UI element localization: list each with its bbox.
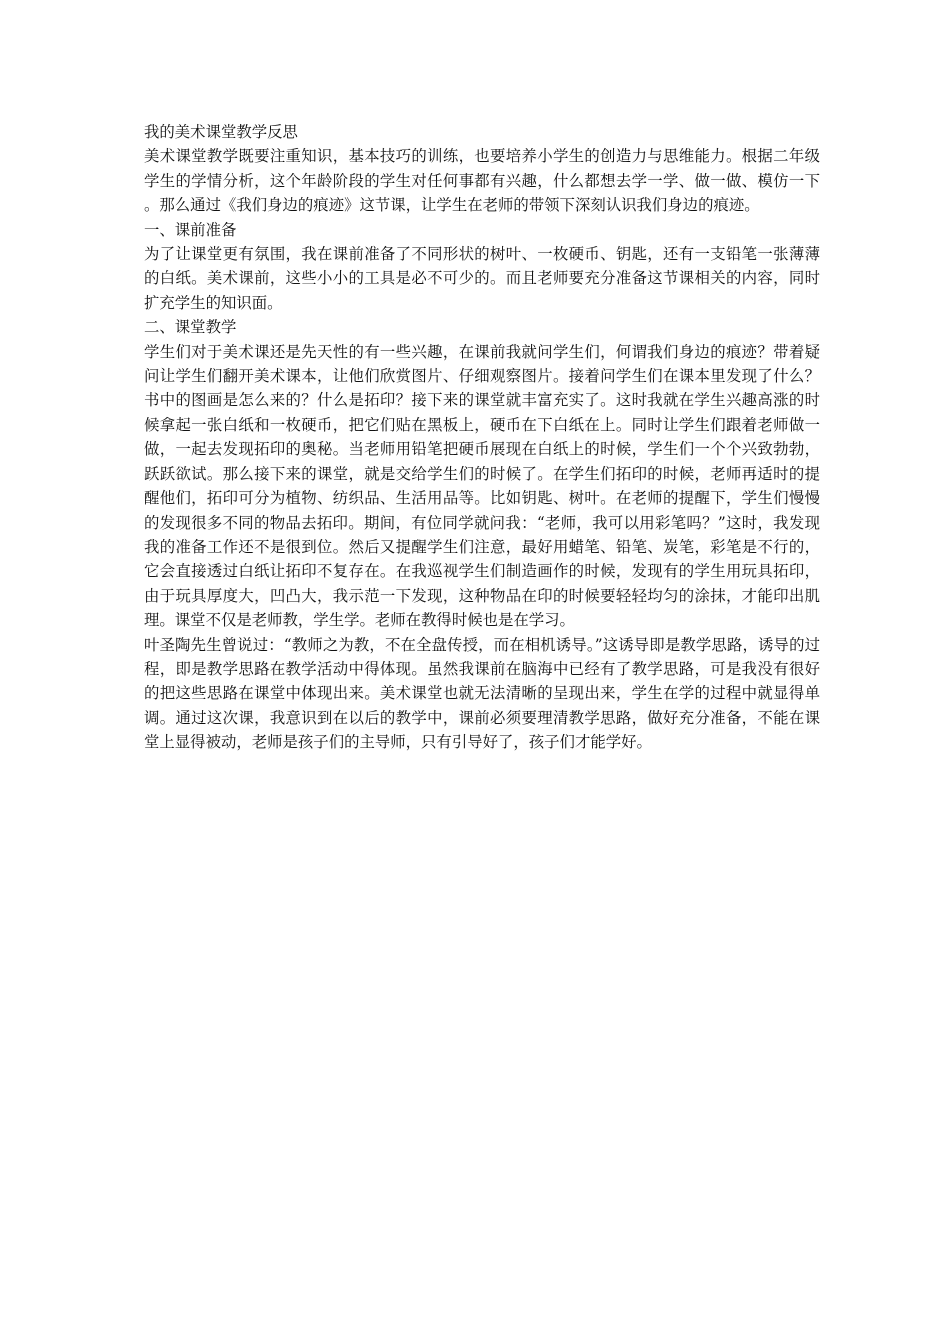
section-heading-teaching: 二、课堂教学 [144,318,237,337]
conclusion-paragraph: 叶圣陶先生曾说过：“教师之为教，不在全盘传授，而在相机诱导。”这诱导即是教学思路，诱导的过程，即是教学思路在教学活动中得体现。虽然我课前在脑海中已经有了教学思路，可是我没有很好的把这些思路在课堂中体现出来。美术课堂也就无法清晰的呈现出来，学生在学的过程中就显得单调。通过这次课，我意识到在以后的教学中，课前必须要理清教学思路，做好充分准备，不能在课堂上显得被动，老师是孩子们的主导师，只有引导好了，孩子们才能学好。 [144,635,820,752]
section-heading-preparation: 一、课前准备 [144,220,237,239]
document-page [144,120,820,755]
document-title: 我的美术课堂教学反思 [144,123,298,141]
section-body-preparation: 为了让课堂更有氛围，我在课前准备了不同形状的树叶、一枚硬币、钥匙，还有一支铅笔一张薄薄的白纸。美术课前，这些小小的工具是必不可少的。而且老师要充分准备这节课相关的内容，同时扩充学生的知识面。 [144,245,820,312]
intro-paragraph: 美术课堂教学既要注重知识，基本技巧的训练，也要培养小学生的创造力与思维能力。根据二年级学生的学情分析，这个年龄阶段的学生对任何事都有兴趣，什么都想去学一学、做一做、模仿一下。那么通过《我们身边的痕迹》这节课，让学生在老师的带领下深刻认识我们身边的痕迹。 [144,147,820,215]
section-body-teaching: 学生们对于美术课还是先天性的有一些兴趣，在课前我就问学生们，何谓我们身边的痕迹？带着疑问让学生们翻开美术课本，让他们欣赏图片、仔细观察图片。接着问学生们在课本里发现了什么？书中的图画是怎么来的？什么是拓印？接下来的课堂就丰富充实了。这时我就在学生兴趣高涨的时候拿起一张白纸和一枚硬币，把它们贴在黑板上，硬币在下白纸在上。同时让学生们跟着老师做一做，一起去发现拓印的奥秘。当老师用铅笔把硬币展现在白纸上的时候，学生们一个个兴致勃勃，跃跃欲试。那么接下来的课堂，就是交给学生们的时候了。在学生们拓印的时候，老师再适时的提醒他们，拓印可分为植物、纺织品、生活用品等。比如钥匙、树叶。在老师的提醒下，学生们慢慢的发现很多不同的物品去拓印。期间，有位同学就问我：“老师，我可以用彩笔吗？”这时，我发现我的准备工作还不是很到位。然后又提醒学生们注意，最好用蜡笔、铅笔、炭笔，彩笔是不行的，它会直接透过白纸让拓印不复存在。在我巡视学生们制造画作的时候，发现有的学生用玩具拓印，由于玩具厚度大，凹凸大，我示范一下发现，这种物品在印的时候要轻轻均匀的涂抹，才能印出肌理。课堂不仅是老师教，学生学。老师在教得时候也是在学习。 [144,342,820,630]
